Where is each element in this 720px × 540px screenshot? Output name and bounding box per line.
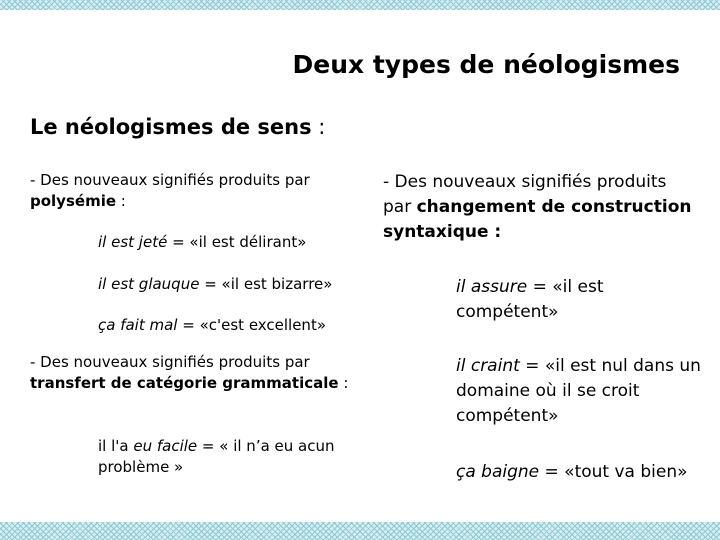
polysemy-keyword: polysémie [30,192,117,210]
example-gloss: = «tout va bien» [539,462,688,482]
syntax-heading [383,170,693,245]
bottom-decorative-band [0,522,720,540]
polysemy-heading-colon: : [116,192,126,210]
example-eu-facile [98,436,368,478]
example-gloss: = «il est délirant» [167,233,307,251]
example-gloss: = «il est nul dans un domaine où il se croit compétent» [456,356,701,426]
example-term: ça fait mal [98,316,178,334]
slide-title: Deux types de néologismes [292,50,680,79]
example-il-est-jete [98,232,358,253]
section-heading-colon: : [311,115,326,139]
example-term: il craint [456,356,520,376]
syntax-keyword: changement de construction syntaxique : [383,197,692,242]
example-term: il est jeté [98,233,168,251]
transfer-keyword: transfert de catégorie grammaticale [30,374,339,392]
polysemy-heading-text: - Des nouveaux signifiés produits par [30,171,310,189]
example-term: il assure [456,277,528,297]
example-gloss: = « il n’a eu acun problème » [98,437,335,476]
example-ca-baigne [456,460,716,485]
example-term: eu facile [133,437,198,455]
polysemy-heading [30,170,350,212]
syntax-heading-text: - Des nouveaux signifiés produits par [383,172,667,217]
example-il-est-glauque [98,274,358,295]
example-il-assure [456,275,646,325]
example-gloss: = «il est bizarre» [199,275,333,293]
example-ca-fait-mal [98,315,358,336]
transfer-heading [30,352,360,394]
transfer-heading-colon: : [338,374,349,392]
example-term: il est glauque [98,275,200,293]
top-decorative-band [0,0,720,10]
example-il-craint [456,354,706,429]
section-heading-label: Le néologismes de sens [30,115,312,139]
transfer-heading-text: - Des nouveaux signifiés produits par [30,353,310,371]
section-heading [30,115,325,139]
example-lead: il l'a [98,437,134,455]
example-gloss: = «il est compétent» [456,277,604,322]
example-gloss: = «c'est excellent» [177,316,326,334]
example-term: ça baigne [456,462,540,482]
